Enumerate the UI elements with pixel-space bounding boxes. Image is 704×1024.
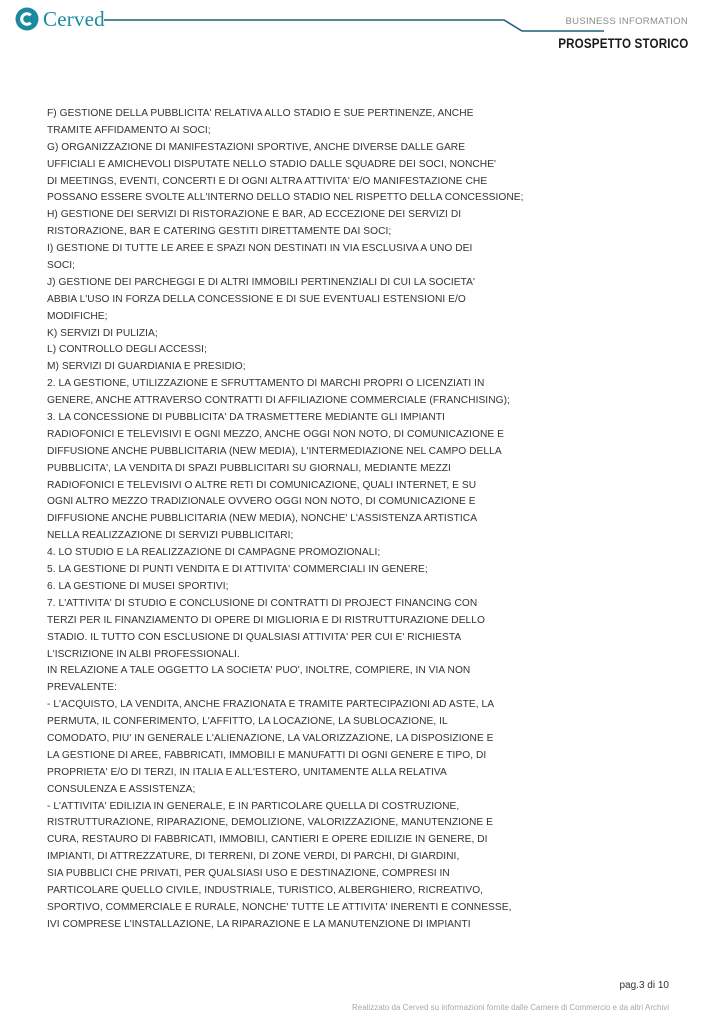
- body-line: K) SERVIZI DI PULIZIA;: [47, 327, 158, 339]
- body-line: RISTRUTTURAZIONE, RIPARAZIONE, DEMOLIZIONE, VALORIZZAZIONE, MANUTENZIONE E: [47, 817, 493, 829]
- body-line: - L'ATTIVITA' EDILIZIA IN GENERALE, E IN PARTICOLARE QUELLA DI COSTRUZIONE,: [47, 800, 460, 812]
- body-line: IMPIANTI, DI ATTREZZATURE, DI TERRENI, DI ZONE VERDI, DI PARCHI, DI GIARDINI,: [47, 851, 460, 863]
- body-line: L) CONTROLLO DEGLI ACCESSI;: [47, 344, 207, 356]
- cerved-logo-icon: [15, 7, 39, 31]
- body-line: ABBIA L'USO IN FORZA DELLA CONCESSIONE E DI SUE EVENTUALI ESTENSIONI E/O: [47, 293, 466, 305]
- body-line: IVI COMPRESE L'INSTALLAZIONE, LA RIPARAZIONE E LA MANUTENZIONE DI IMPIANTI: [47, 918, 471, 930]
- business-information-label: BUSINESS INFORMATION: [565, 16, 688, 27]
- body-line: 4. LO STUDIO E LA REALIZZAZIONE DI CAMPAGNE PROMOZIONALI;: [47, 547, 381, 559]
- cerved-logo: [15, 6, 105, 32]
- body-line: OGNI ALTRO MEZZO TRADIZIONALE OVVERO OGGI NON NOTO, DI COMUNICAZIONE E: [47, 496, 476, 508]
- body-line: PARTICOLARE QUELLO CIVILE, INDUSTRIALE, TURISTICO, ALBERGHIERO, RICREATIVO,: [47, 884, 484, 896]
- body-line: 2. LA GESTIONE, UTILIZZAZIONE E SFRUTTAMENTO DI MARCHI PROPRI O LICENZIATI IN: [47, 378, 485, 390]
- footer-note: Realizzato da Cerved su informazioni fornite dalle Camere di Commercio e da altri Archivi: [351, 1003, 669, 1012]
- body-line: J) GESTIONE DEI PARCHEGGI E DI ALTRI IMMOBILI PERTINENZIALI DI CUI LA SOCIETA': [47, 276, 475, 288]
- body-line: [47, 934, 667, 951]
- body-line: CONSULENZA E ASSISTENZA;: [47, 783, 196, 795]
- body-line: SPORTIVO, COMMERCIALE E RURALE, NONCHE' TUTTE LE ATTIVITA' INERENTI E CONNESSE,: [47, 901, 512, 913]
- body-line: SOCI;: [47, 260, 75, 272]
- body-line: M) SERVIZI DI GUARDIANIA E PRESIDIO;: [47, 361, 246, 373]
- logo-text: Cerved: [43, 6, 105, 31]
- body-line: DIFFUSIONE ANCHE PUBBLICITARIA (NEW MEDIA), NONCHE' L'ASSISTENZA ARTISTICA: [47, 513, 478, 525]
- body-line: GENERE, ANCHE ATTRAVERSO CONTRATTI DI AFFILIAZIONE COMMERCIALE (FRANCHISING);: [47, 395, 510, 407]
- body-line: 5. LA GESTIONE DI PUNTI VENDITA E DI ATTIVITA' COMMERCIALI IN GENERE;: [47, 564, 428, 576]
- body-line: RADIOFONICI E TELEVISIVI E OGNI MEZZO, ANCHE OGGI NON NOTO, DI COMUNICAZIONE E: [47, 428, 504, 440]
- body-line: RADIOFONICI E TELEVISIVI O ALTRE RETI DI COMUNICAZIONE, QUALI INTERNET, E SU: [47, 479, 477, 491]
- body-line: MODIFICHE;: [47, 310, 108, 322]
- body-line: UFFICIALI E AMICHEVOLI DISPUTATE NELLO STADIO DALLE SQUADRE DEI SOCI, NONCHE': [47, 158, 497, 170]
- body-line: COMODATO, PIU' IN GENERALE L'ALIENAZIONE, LA VALORIZZAZIONE, LA DISPOSIZIONE E: [47, 732, 494, 744]
- body-line: LA GESTIONE DI AREE, FABBRICATI, IMMOBILI E MANUFATTI DI OGNI GENERE E TIPO, DI: [47, 749, 487, 761]
- page-header: [0, 0, 704, 70]
- body-line: IN RELAZIONE A TALE OGGETTO LA SOCIETA' PUO', INOLTRE, COMPIERE, IN VIA NON: [47, 665, 471, 677]
- body-line: I) GESTIONE DI TUTTE LE AREE E SPAZI NON DESTINATI IN VIA ESCLUSIVA A UNO DEI: [47, 243, 473, 255]
- body-line: 6. LA GESTIONE DI MUSEI SPORTIVI;: [47, 580, 229, 592]
- body-line: PROPRIETA' E/O DI TERZI, IN ITALIA E ALL'ESTERO, UNITAMENTE ALLA RELATIVA: [47, 766, 447, 778]
- body-line: TERZI PER IL FINANZIAMENTO DI OPERE DI MIGLIORIA E DI RISTRUTTURAZIONE DELLO: [47, 614, 485, 626]
- body-line: SIA PUBBLICI CHE PRIVATI, PER QUALSIASI USO E DESTINAZIONE, COMPRESI IN: [47, 868, 450, 880]
- body-line: TRAMITE AFFIDAMENTO AI SOCI;: [47, 124, 211, 136]
- body-line: PUBBLICITA', LA VENDITA DI SPAZI PUBBLICITARI SU GIORNALI, MEDIANTE MEZZI: [47, 462, 451, 474]
- body-line: 3. LA CONCESSIONE DI PUBBLICITA' DA TRASMETTERE MEDIANTE GLI IMPIANTI: [47, 412, 445, 424]
- body-line: DIFFUSIONE ANCHE PUBBLICITARIA (NEW MEDIA), L'INTERMEDIAZIONE NEL CAMPO DELLA: [47, 445, 502, 457]
- header-divider-line: [104, 19, 604, 39]
- body-line: CURA, RESTAURO DI FABBRICATI, IMMOBILI, CANTIERI E OPERE EDILIZIE IN GENERE, DI: [47, 834, 488, 846]
- body-line: POSSANO ESSERE SVOLTE ALL'INTERNO DELLO STADIO NEL RISPETTO DELLA CONCESSIONE;: [47, 192, 524, 204]
- document-title: PROSPETTO STORICO: [557, 36, 688, 51]
- body-line: F) GESTIONE DELLA PUBBLICITA' RELATIVA ALLO STADIO E SUE PERTINENZE, ANCHE: [47, 108, 474, 119]
- body-line: 7. L'ATTIVITA' DI STUDIO E CONCLUSIONE DI CONTRATTI DI PROJECT FINANCING CON: [47, 597, 478, 609]
- body-line: STADIO. IL TUTTO CON ESCLUSIONE DI QUALSIASI ATTIVITA' PER CUI E' RICHIESTA: [47, 631, 462, 643]
- body-line: H) GESTIONE DEI SERVIZI DI RISTORAZIONE E BAR, AD ECCEZIONE DEI SERVIZI DI: [47, 209, 462, 221]
- document-body: [47, 106, 667, 951]
- body-line: RISTORAZIONE, BAR E CATERING GESTITI DIRETTAMENTE DAI SOCI;: [47, 226, 392, 238]
- body-line: DI MEETINGS, EVENTI, CONCERTI E DI OGNI ALTRA ATTIVITA' E/O MANIFESTAZIONE CHE: [47, 175, 488, 187]
- body-line: NELLA REALIZZAZIONE DI SERVIZI PUBBLICITARI;: [47, 530, 294, 542]
- body-line: G) ORGANIZZAZIONE DI MANIFESTAZIONI SPORTIVE, ANCHE DIVERSE DALLE GARE: [47, 141, 466, 153]
- body-line: L'ISCRIZIONE IN ALBI PROFESSIONALI.: [47, 648, 240, 660]
- body-line: PREVALENTE:: [47, 682, 117, 694]
- page-number: pag.3 di 10: [619, 980, 669, 991]
- body-line: - L'ACQUISTO, LA VENDITA, ANCHE FRAZIONATA E TRAMITE PARTECIPAZIONI AD ASTE, LA: [47, 699, 495, 711]
- body-line: PERMUTA, IL CONFERIMENTO, L'AFFITTO, LA LOCAZIONE, LA SUBLOCAZIONE, IL: [47, 716, 448, 728]
